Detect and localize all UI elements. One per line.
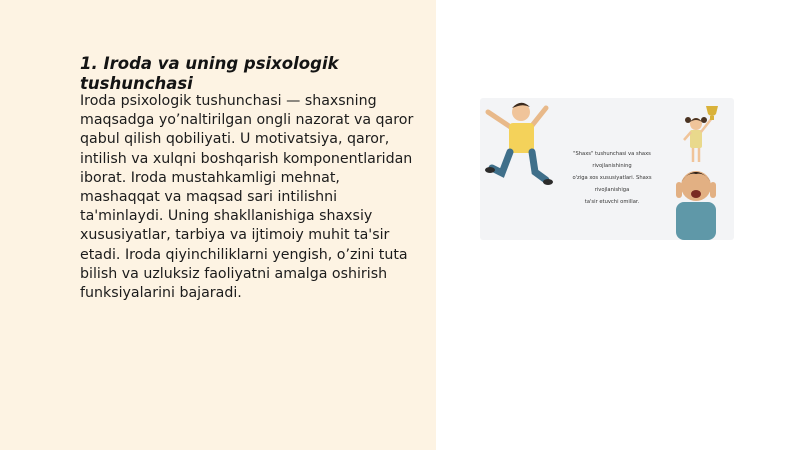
illustration-image xyxy=(480,98,734,240)
slide-title: 1. Iroda va uning psixologik tushunchasi xyxy=(80,54,339,93)
illustration-caption xyxy=(562,148,662,208)
slide-body-text: Iroda psixologik tushunchasi — shaxsning maqsadga yo’naltirilgan ongli nazorat va qaror qabul qilish qobiliyati. U motivatsiya, qaror, intilish va xulqni boshqarish komponentlaridan iborat. Iroda mustahkamligi mehnat, mashaqqat va maqsad sari intilishni ta'minlaydi. Uning shakllanishiga shaxsiy xususiyatlar, tarbiya va ijtimoiy muhit ta'sir etadi. Iroda qiyinchiliklarni yengish, o’zini tuta bilish va uzluksiz faoliyatni amalga oshirish funksiyalarini bajaradi. xyxy=(80,93,414,302)
illustration-caption-line: o'ziga xos xususiyatlari. Shaxs xyxy=(572,175,652,181)
shouting-boy-figure xyxy=(676,171,716,240)
illustration-caption-line: ta'sir etuvchi omillar. xyxy=(584,199,640,205)
girl-with-trophy-figure xyxy=(684,106,718,162)
jumping-boy-figure xyxy=(485,103,553,185)
illustration-caption-line: rivojlanishiga xyxy=(594,187,630,193)
illustration-caption-line: rivojlanishining xyxy=(592,163,632,169)
illustration-caption-line: "Shaxs" tushunchasi va shaxs xyxy=(573,151,651,157)
